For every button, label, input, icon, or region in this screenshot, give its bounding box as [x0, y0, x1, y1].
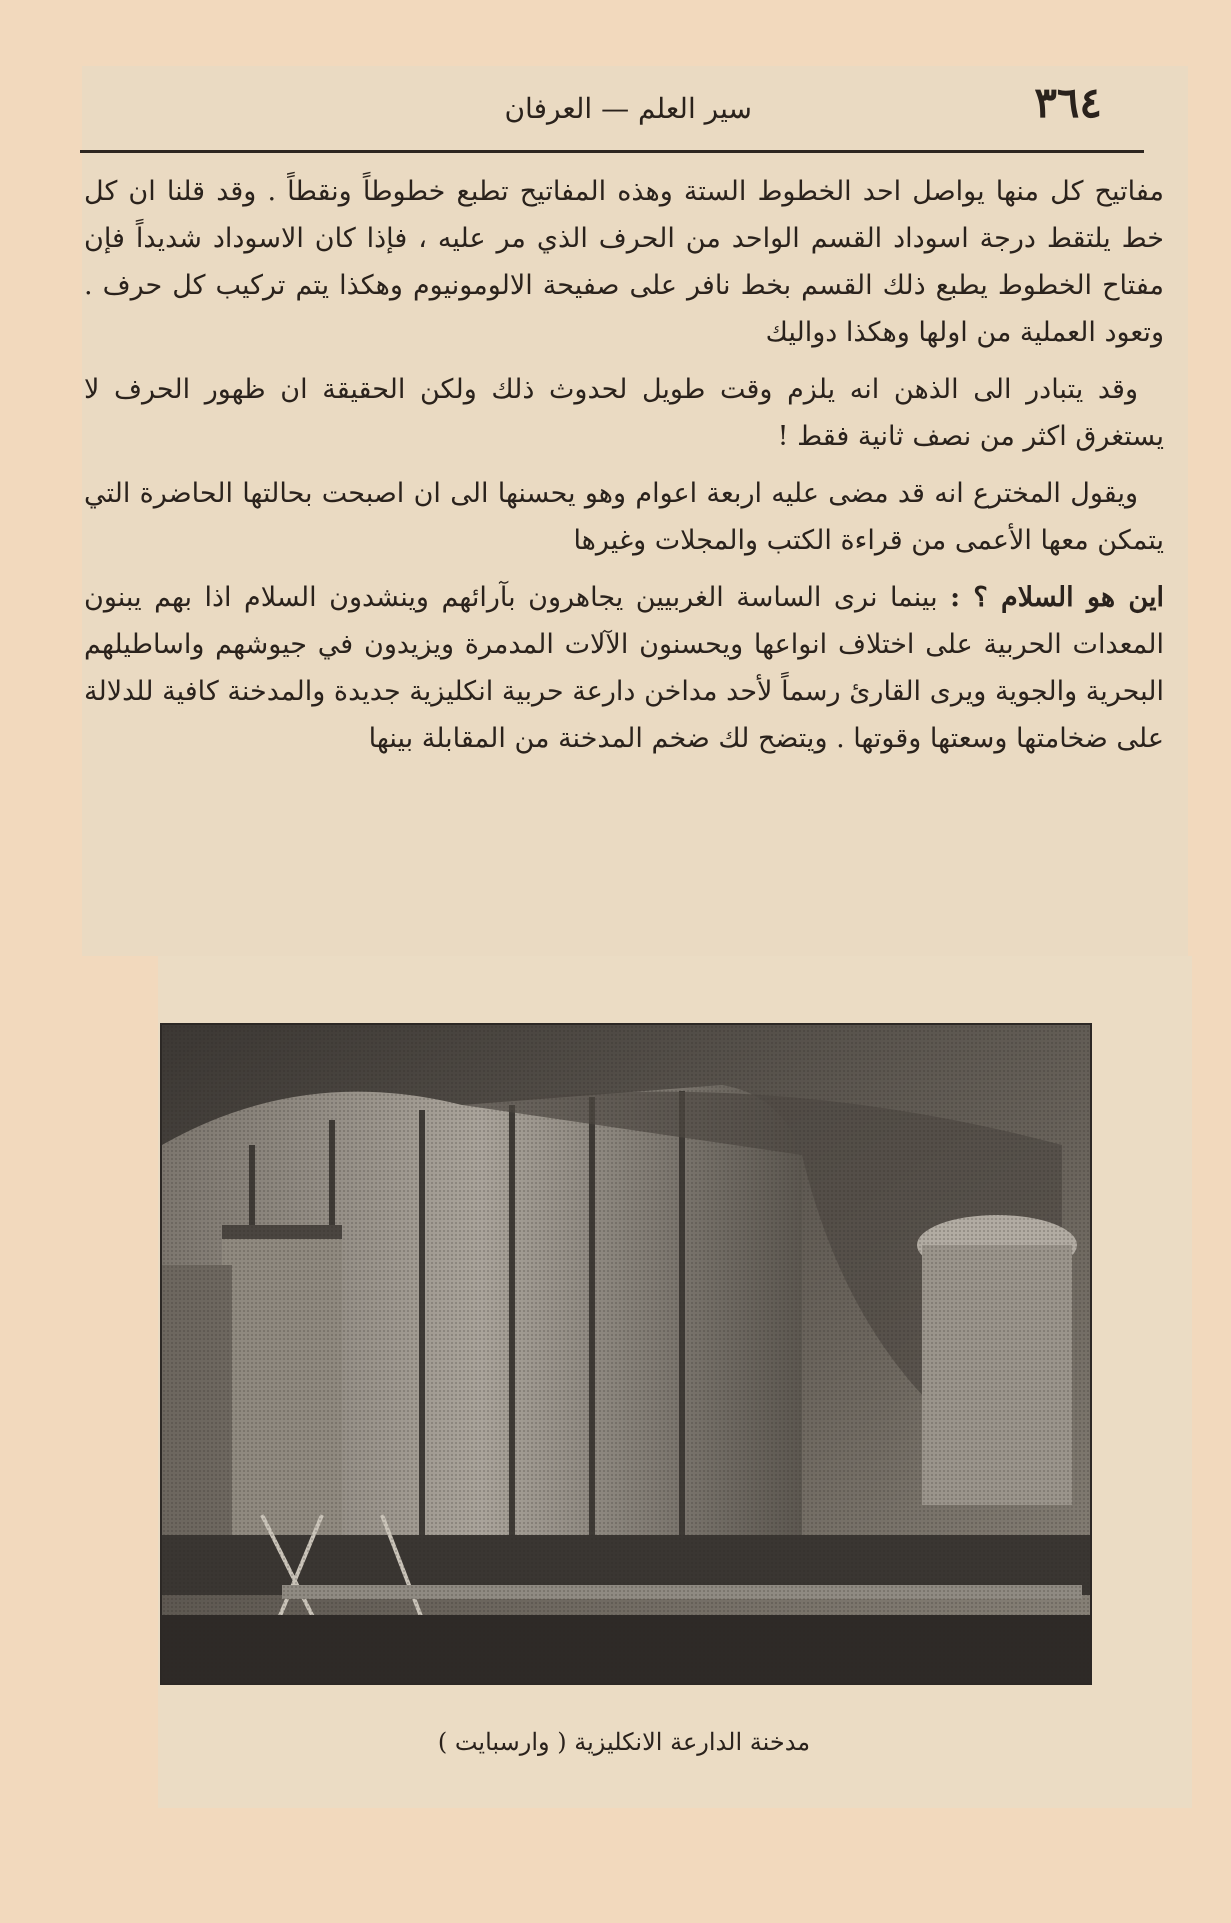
figure-caption: مدخنة الدارعة الانكليزية ( وارسبايت )	[437, 1728, 811, 1756]
section-paragraph	[84, 574, 1164, 762]
running-title: سير العلم — العرفان	[504, 92, 752, 125]
section-text: بينما نرى الساسة الغربيين يجاهرون بآرائهم وينشدون السلام اذا بهم يبنون المعدات الحربية على اختلاف انواعها ويحسنون الآلات المدمرة ويزيدون في جيوشهم واساطيلهم البحرية والجوية ويرى القارئ رسماً لأحد مداخن دارعة حربية انكليزية جديدة والمدخنة كافية للدلالة على ضخامتها وسعتها وقوتها . ويتضح لك ضخم المدخنة من المقابلة بينها	[84, 582, 1164, 754]
photo-illustration	[162, 1025, 1090, 1683]
section-heading: اين هو السلام ؟ :	[950, 582, 1165, 613]
article-body	[84, 168, 1164, 772]
battleship-funnel-photo	[160, 1023, 1092, 1685]
paragraph: وقد يتبادر الى الذهن انه يلزم وقت طويل لحدوث ذلك ولكن الحقيقة ان ظهور الحرف لا يستغرق اكثر من نصف ثانية فقط !	[84, 374, 1164, 452]
paragraph: مفاتيح كل منها يواصل احد الخطوط الستة وهذه المفاتيح تطبع خطوطاً ونقطاً . وقد قلنا ان كل خط يلتقط درجة اسوداد القسم الواحد من الحرف الذي مر عليه ، فإذا كان الاسوداد شديداً فإن مفتاح الخطوط يطبع ذلك القسم بخط نافر على صفيحة الالومونيوم وهكذا يتم تركيب كل حرف . وتعود العملية من اولها وهكذا دواليك	[84, 176, 1164, 348]
page-header	[82, 70, 1142, 150]
paragraph: ويقول المخترع انه قد مضى عليه اربعة اعوام وهو يحسنها الى ان اصبحت بحالتها الحاضرة التي يتمكن معها الأعمى من قراءة الكتب والمجلات وغيرها	[84, 478, 1164, 556]
header-rule	[80, 150, 1144, 153]
page-number: ٣٦٤	[1034, 78, 1102, 127]
